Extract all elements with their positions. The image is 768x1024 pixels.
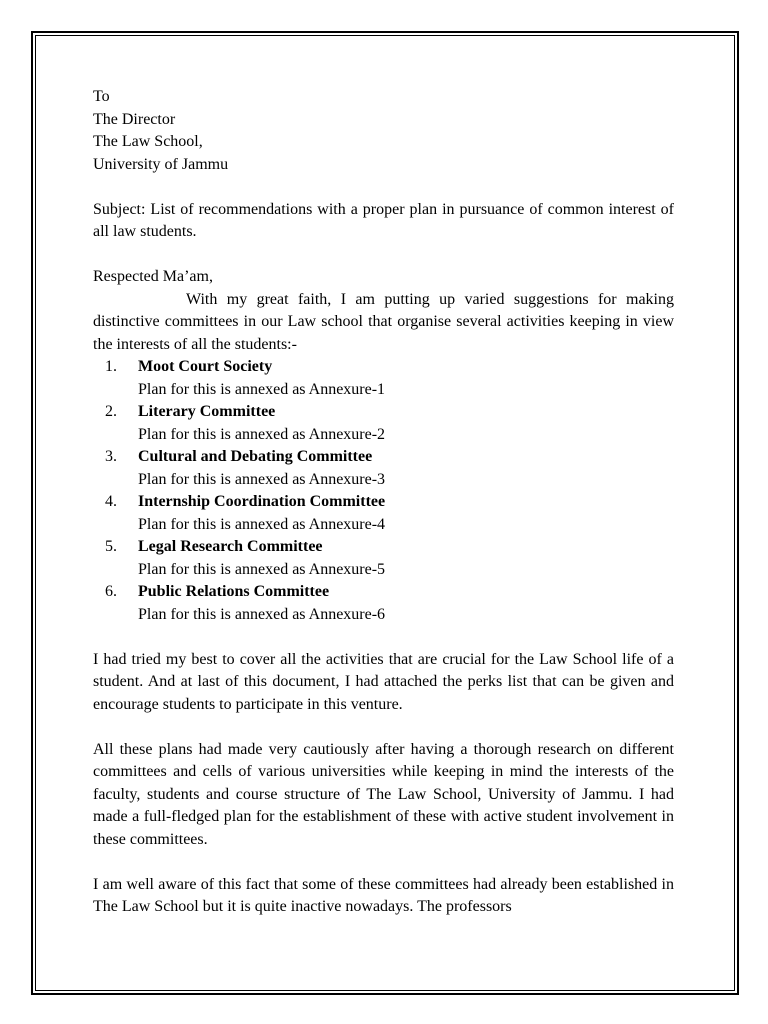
committee-title: Moot Court Society [138,358,273,375]
committee-plan: Plan for this is annexed as Annexure-4 [138,515,386,533]
committee-title: Public Relations Committee [138,583,330,600]
subject-line: Subject: List of recommendations with a proper plan in pursuance of common interest of all law students. [93,200,674,240]
committee-plan: Plan for this is annexed as Annexure-3 [138,470,386,488]
address-line: University of Jammu [93,155,229,173]
committee-plan: Plan for this is annexed as Annexure-1 [138,380,386,398]
list-item [93,536,674,581]
committee-plan: Plan for this is annexed as Annexure-2 [138,425,386,443]
committee-plan: Plan for this is annexed as Annexure-6 [138,605,386,623]
committee-title: Literary Committee [138,403,276,420]
committee-plan: Plan for this is annexed as Annexure-5 [138,560,386,578]
list-number: 2. [105,403,117,420]
body-paragraph: I am well aware of this fact that some of these committees had already been established in The Law School but it is quite inactive nowadays. The professors [93,875,674,915]
list-number: 3. [105,448,117,465]
address-line: The Director [93,110,176,128]
list-number: 6. [105,583,117,600]
list-item [93,401,674,446]
list-number: 5. [105,538,117,555]
committee-title: Internship Coordination Committee [138,493,386,510]
salutation: Respected Ma’am, [93,268,213,285]
intro-paragraph: With my great faith, I am putting up varied suggestions for making distinctive committees in our Law school that organise several activities keeping in view the interests of all the students:- [93,290,674,353]
list-item [93,491,674,536]
list-item [93,581,674,626]
list-number: 1. [105,358,117,375]
list-item [93,356,674,401]
letter-page [93,86,674,919]
address-line: The Law School, [93,133,203,150]
list-item [93,446,674,491]
committee-title: Legal Research Committee [138,538,323,555]
list-number: 4. [105,493,117,510]
body-paragraph: I had tried my best to cover all the activities that are crucial for the Law School life of a student. And at last of this document, I had attached the perks list that can be given and encourage students to participate in this venture. [93,650,674,713]
address-line: To [93,88,110,105]
committee-title: Cultural and Debating Committee [138,448,373,465]
committee-list [93,356,674,626]
recipient-address [93,86,674,176]
body-paragraph: All these plans had made very cautiously after having a thorough research on different committees and cells of various universities while keeping in mind the interests of the faculty, students and course structure of The Law School, University of Jammu. I had made a full-fledged plan for the establishment of these with active student involvement in these committees. [93,740,674,848]
